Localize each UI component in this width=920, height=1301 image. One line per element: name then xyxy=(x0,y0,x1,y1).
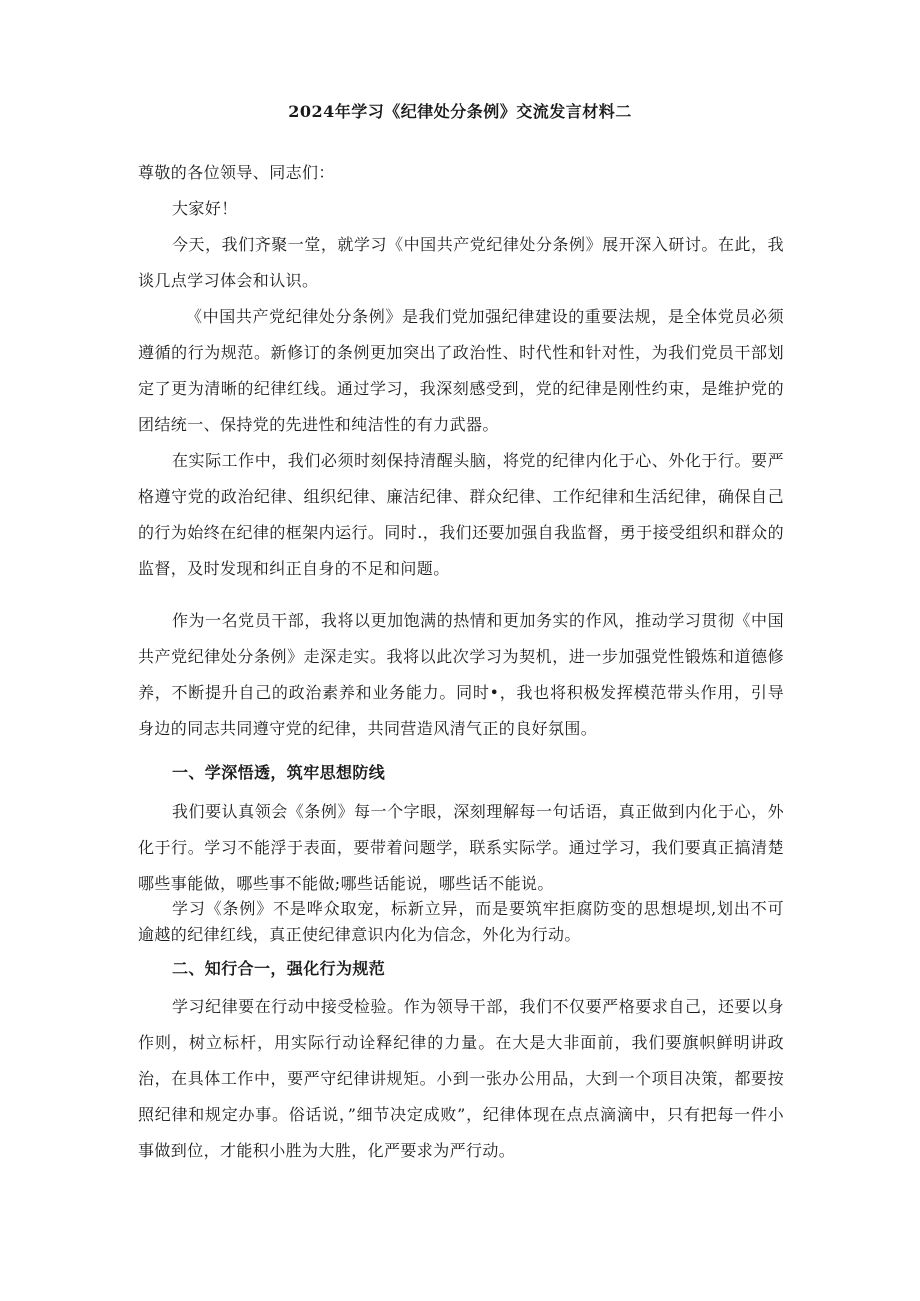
section1-paragraph-2: 学习《条例》不是哗众取宠，标新立异，而是要筑牢拒腐防变的思想堤坝,划出不可逾越的纪律红线，真正使纪律意识内化为信念，外化为行动。 xyxy=(138,899,784,944)
section2-paragraph-1: 学习纪律要在行动中接受检验。作为领导干部，我们不仅要严格要求自己，还要以身作则，树立标杆，用实际行动诠释纪律的力量。在大是大非面前，我们要旗帜鲜明讲政治，在具体工作中，要严守纪律讲规矩。小到一张办公用品，大到一个项目决策，都要按照纪律和规定办事。俗话说，”细节决定成败”，纪律体现在点点滴滴中，只有把每一件小事做到位，才能积小胜为大胜，化严要求为严行动。 xyxy=(138,997,784,1160)
body-paragraph-significance: 《中国共产党纪律处分条例》是我们党加强纪律建设的重要法规，是全体党员必须遵循的行为规范。新修订的条例更加突出了政治性、时代性和针对性，为我们党员干部划定了更为清晰的纪律红线。通过学习，我深刻感受到，党的纪律是刚性约束，是维护党的团结统一、保持党的先进性和纯洁性的有力武器。 xyxy=(138,307,784,434)
intro-paragraph: 今天，我们齐聚一堂，就学习《中国共产党纪律处分条例》展开深入研讨。在此，我谈几点学习体会和认识。 xyxy=(138,235,784,290)
body-paragraph-practice: 在实际工作中，我们必须时刻保持清醒头脑，将党的纪律内化于心、外化于行。要严格遵守党的政治纪律、组织纪律、廉洁纪律、群众纪律、工作纪律和生活纪律，确保自己的行为始终在纪律的框架内运行。同时.，我们还要加强自我监督，勇于接受组织和群众的监督，及时发现和纠正自身的不足和问题。 xyxy=(138,451,784,578)
body-paragraph-commitment: 作为一名党员干部，我将以更加饱满的热情和更加务实的作风，推动学习贯彻《中国共产党纪律处分条例》走深走实。我将以此次学习为契机，进一步加强党性锻炼和道德修养，不断提升自己的政治素养和业务能力。同时•，我也将积极发挥模范带头作用，引导身边的同志共同遵守党的纪律，共同营造风清气正的良好氛围。 xyxy=(138,611,784,738)
section-heading-2: 二、知行合一，强化行为规范 xyxy=(172,959,386,978)
section1-paragraph-1: 我们要认真领会《条例》每一个字眼，深刻理解每一句话语，真正做到内化于心，外化于行。学习不能浮于表面，要带着问题学，联系实际学。通过学习，我们要真正搞清楚哪些事能做，哪些事不能做;哪些话能说，哪些话不能说。 xyxy=(138,802,784,893)
salutation: 尊敬的各位领导、同志们： xyxy=(138,163,335,182)
document-title: 2024年学习《纪律处分条例》交流发言材料二 xyxy=(288,102,632,121)
greeting: 大家好！ xyxy=(172,199,238,218)
section-heading-1: 一、学深悟透，筑牢思想防线 xyxy=(172,763,386,782)
